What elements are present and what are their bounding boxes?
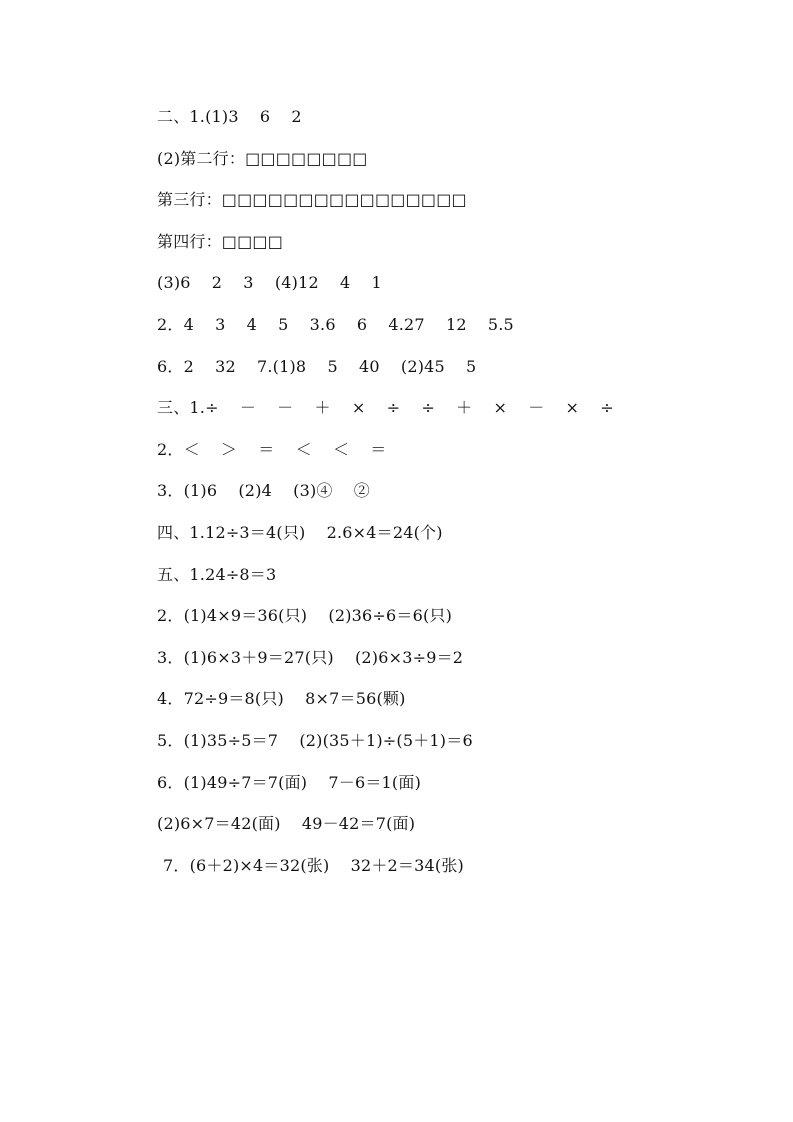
- answer-line-section-5-q6-1: 6．(1)49÷7＝7(面) 7－6＝1(面): [157, 772, 422, 792]
- answer-line-q6-q7: 6．2 32 7.(1)8 5 40 (2)45 5: [157, 356, 477, 376]
- answer-line-row-4: 第四行：□□□□: [157, 231, 284, 251]
- answer-line-row-2: (2)第二行：□□□□□□□□: [157, 148, 368, 168]
- answer-line-section-5-q1: 五、1.24÷8＝3: [157, 564, 277, 584]
- answer-line-q1-3-4: (3)6 2 3 (4)12 4 1: [157, 273, 382, 293]
- answer-list: [157, 103, 757, 893]
- answer-line-section-5-q4: 4．72÷9＝8(只) 8×7＝56(颗): [157, 689, 406, 709]
- answer-line-section-4: 四、1.12÷3＝4(只) 2.6×4＝24(个): [157, 522, 443, 542]
- answer-line-section-3-q1: 三、1.÷ － － ＋ × ÷ ÷ ＋ × － × ÷: [157, 398, 614, 418]
- answer-line-section-3-q2: 2．＜ ＞ ＝ ＜ ＜ ＝: [157, 439, 387, 459]
- answer-line-section-5-q2: 2．(1)4×9＝36(只) (2)36÷6＝6(只): [157, 606, 453, 626]
- answer-line-row-3: 第三行：□□□□□□□□□□□□□□□□: [157, 190, 467, 210]
- answer-line-section-5-q6-2: (2)6×7＝42(面) 49－42＝7(面): [157, 814, 416, 834]
- answer-line-q2: 2．4 3 4 5 3.6 6 4.27 12 5.5: [157, 314, 514, 334]
- answer-line-section-5-q7: 7．(6＋2)×4＝32(张) 32＋2＝34(张): [163, 855, 464, 875]
- answer-line-section-3-q3: 3．(1)6 (2)4 (3)④ ②: [157, 481, 370, 501]
- answer-line-section-5-q5: 5．(1)35÷5＝7 (2)(35＋1)÷(5＋1)＝6: [157, 730, 473, 750]
- answer-line-section-2-q1-1: 二、1.(1)3 6 2: [157, 107, 302, 126]
- answer-line-section-5-q3: 3．(1)6×3＋9＝27(只) (2)6×3÷9＝2: [157, 647, 464, 667]
